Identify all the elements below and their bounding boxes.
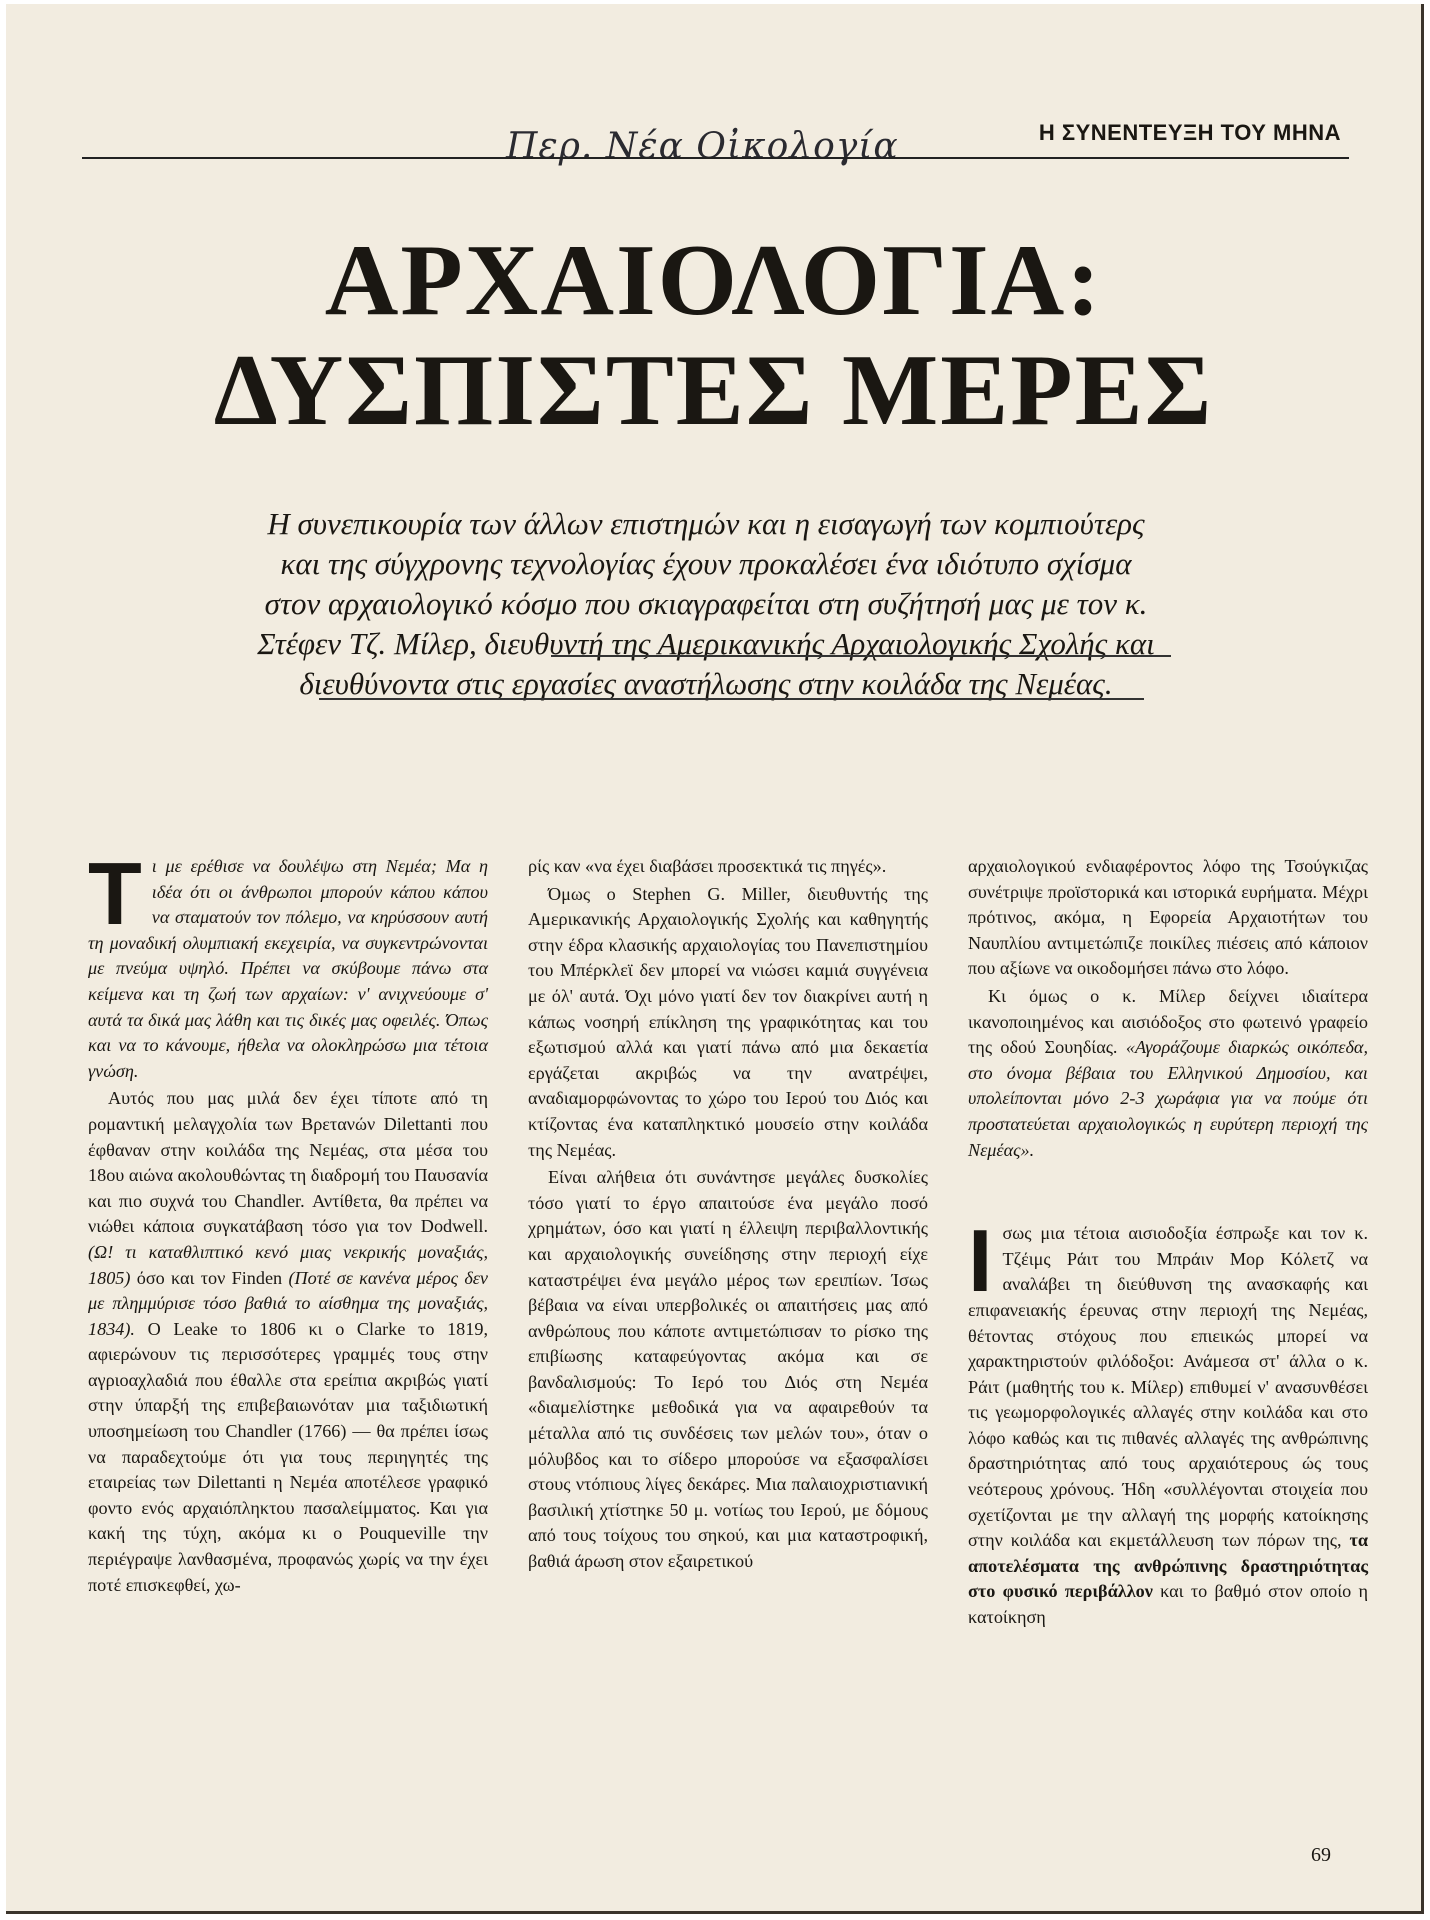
body-text: Ο Leake το 1806 κι ο Clarke το 1819, αφιερώνουν τις περισσότερες γραμμές τους στην αγριοαχλαδιά που έθαλλε στα ερείπια ακριβώς γιατί στην ύπαρξή της επιβεβαιωνόταν μια ταξιδιωτική υποσημείωση του Chandler (1766) — θα πρέπει ίσως να παραδεχτούμε ότι για τους περιηγητές της εταιρείας των Dilettanti η Νεμέα αποτέλεσε γραφικό φοντο ενός αρχαιόπληκτου πασαλείμματος. Και για κακή της τύχη, ακόμα κι ο Pouqueville την περιέγραψε λανθασμένα, προφανώς χωρίς να την έχει ποτέ επισκεφθεί, χω- [88,1318,488,1595]
column-2 [528,854,928,1814]
article-body [88,844,1369,1814]
column-3 [968,854,1368,1814]
paragraph: αρχαιολογικού ενδιαφέροντος λόφο της Τσούγκιζας συνέτριψε προϊστορικά και ιστορικά ευρήματα. Μέχρι πρότινος, ακόμα, η Εφορεία Αρχαιοτήτων του Ναυπλίου αντιμετώπιζε ποικίλες πιέσεις από κάποιον που αξίωνε να οικοδομήσει πάνω στο λόφο. [968,856,1368,979]
article-title [6,226,1421,446]
body-text: όσο και τον Finden [136,1267,283,1288]
section-label: Η ΣΥΝΕΝΤΕΥΞΗ ΤΟΥ ΜΗΝΑ [1038,120,1341,145]
paragraph [88,1086,488,1598]
body-text: σως μια τέτοια αισιοδοξία έσπρωξε και τον κ. Τζέιμς Ράιτ του Μπράιν Μορ Κόλετζ να αναλάβει τη διεύθυνση της ανασκαφής και επιφανειακής έρευνας στην περιοχή της Νεμέας, θέτοντας στόχους που επιεικώς μπορεί να χαρακτηριστούν φιλόδοξοι: Ανάμεσα στ' άλλα ο κ. Ράιτ (μαθητής του κ. Μίλερ) επιθυμεί ν' ανασυνθέσει τις γεωμορφολογικές αλλαγές στην κοιλάδα και στο λόφο καθώς και τις πιθανές αλλαγές της ανθρώπινης δραστηριότητας από τους αρχαιότερους ώς τους νεότερους χρόνους. Ήδη «συλλέγονται στοιχεία που σχετίζονται με την αλλαγή της μορφής κατοίκησης στην κοιλάδα και εκμετάλλευση των πόρων της, [968,1223,1368,1551]
handwritten-underline [551,655,1171,657]
paragraph [88,844,488,1084]
body-text: Αυτός που μας μιλά δεν έχει τίποτε από τη ρομαντική μελαγχολία των Βρετανών Dilettanti που έφθαναν στην κοιλάδα της Νεμέας, στα μέσα του 18ου αιώνα ακολουθώντας τη διαδρομή του Παυσανία και πιο συχνά του Chandler. Αντίθετα, θα πρέπει να νιώθει κάποια συγκατάβαση τόσο για τον Dodwell. [88,1088,488,1237]
intro-quote: ι με ερέθισε να δουλέψω στη Νεμέα; Μα η ιδέα ότι οι άνθρωποι μπορούν κάπου κάπου να σταματούν τον πόλεμο, να κηρύσσουν αυτή τη μοναδική ολυμπιακή εκεχειρία, να συγκεντρώνονται με πνεύμα υψηλό. Πρέπει να σκύβουμε πάνω στα κείμενα και τη ζωή των αρχαίων: ν' ανιχνεύουμε σ' αυτά τα δικά μας λάθη και τις δικές μας οφειλές. Όπως και να το κάνουμε, ήθελα να ολοκληρώσω μια τέτοια γνώση. [88,856,488,1081]
column-gap [968,1165,1368,1221]
paragraph: Είναι αλήθεια ότι συνάντησε μεγάλες δυσκολίες τόσο γιατί το έργο απαιτούσε ένα μεγάλο ποσό χρημάτων, όσο και γιατί η έλλειψη περιβαλλοντικής και αρχαιολογικής συνείδησης στην περιοχή είχε καταστρέψει ένα μεγάλο μέρος των ερειπίων. Ίσως βέβαια να είναι υπερβολικές οι απαιτήσεις μας από ανθρώπους που κάποτε αντιμετώπισαν το ρίσκο της επιβίωσης καταφεύγοντας ακόμα και σε βανδαλισμούς: Το Ιερό του Διός στη Νεμέα «διαμελίστηκε μεθοδικά για να αφαιρεθούν τα μέταλλα από τις συνδέσεις των μελών του», όταν ο μόλυβδος και το σίδερο μπορούσε να εξασφαλίσει στους ντόπιους λίγες δεκάρες. Μια παλαιοχριστιανική βασιλική χτίστηκε 50 μ. νοτίως του Ιερού, με δόμους από τους τοίχους του σηκού, και μια καταστροφική, βαθιά άρωση στον εξαιρετικού [528,1167,928,1572]
header-rule [82,157,1349,159]
page-number: 69 [1311,1844,1331,1866]
body-text: Κι όμως ο κ. Μίλερ δείχνει ιδιαίτερα ικανοποιημένος και αισιόδοξος στο φωτεινό γραφείο της οδού Σουηδίας. [968,985,1368,1058]
paragraph: Όμως ο Stephen G. Miller, διευθυντής της Αμερικανικής Αρχαιολογικής Σχολής και καθηγητής στην έδρα κλασικής αρχαιολογίας του Πανεπιστημίου του Μπέρκλεϊ δεν μπορεί να νιώσει καμιά συγγένεια με όλ' αυτά. Όχι μόνο γιατί δεν τον διακρίνει αυτή η κάπως νοσηρή επίκληση της γραφικότητας και του εξωτισμού αλλά και γιατί πάνω από μια δεκαετία εργάζεται ακριβώς να την ανατρέψει, αναδιαμορφώνοντας το χώρο του Ιερού του Διός και κτίζοντας ένα καταπληκτικό μουσείο στην κοιλάδα της Νεμέας. [528,883,928,1160]
article-lede: Η συνεπικουρία των άλλων επιστημών και η εισαγωγή των κομπιούτερς και της σύγχρονης τεχνολογίας έχουν προκαλέσει ένα ιδιότυπο σχίσμα στον αρχαιολογικό κόσμο που σκιαγραφείται στη συζήτησή μας με τον κ. Στέφεν Τζ. Μίλερ, διευθυντή της Αμερικανικής Αρχαιολογικής Σχολής και διευθύνοντα στις εργασίες αναστήλωσης στην κοιλάδα της Νεμέας. [257,506,1155,701]
title-line-2: ΔΥΣΠΙΣΤΕΣ ΜΕΡΕΣ [213,334,1214,447]
paragraph [968,1211,1369,1631]
body-text: και το βαθμό στον οποίο η κατοίκηση [968,1581,1369,1628]
title-line-1: ΑΡΧΑΙΟΛΟΓΙΑ: [324,224,1103,337]
handwritten-note: Περ. Νέα Οἰκολογία [506,126,899,167]
quote: (Ποτέ σε κανένα μέρος δεν με πλημμύρισε τόσο βαθιά το αίσθημα της μοναξιάς, 1834). [88,1267,489,1339]
handwritten-underline [319,698,1144,700]
drop-cap: Ι [968,1211,993,1311]
paragraph: ρίς καν «να έχει διαβάσει προσεκτικά τις πηγές». [528,856,887,876]
quote: «Αγοράζουμε διαρκώς οικόπεδα, στο όνομα βέβαια του Ελληνικού Δημοσίου, και υπολείπονται μόνο 2-3 χωράφια για να πούμε ότι προστατεύεται αρχαιολογικώς η ευρύτερη περιοχή της Νεμέας». [968,1037,1368,1160]
paragraph [968,984,1368,1163]
quote: (Ω! τι καταθλιπτικό κενό μιας νεκρικής μοναξιάς, 1805) [88,1241,488,1288]
bold-text: τα αποτελέσματα της ανθρώπινης δραστηριότητας στο φυσικό περιβάλλον [968,1530,1369,1602]
column-1 [88,844,489,1814]
drop-cap: Τ [88,844,142,943]
magazine-page [6,4,1424,1914]
